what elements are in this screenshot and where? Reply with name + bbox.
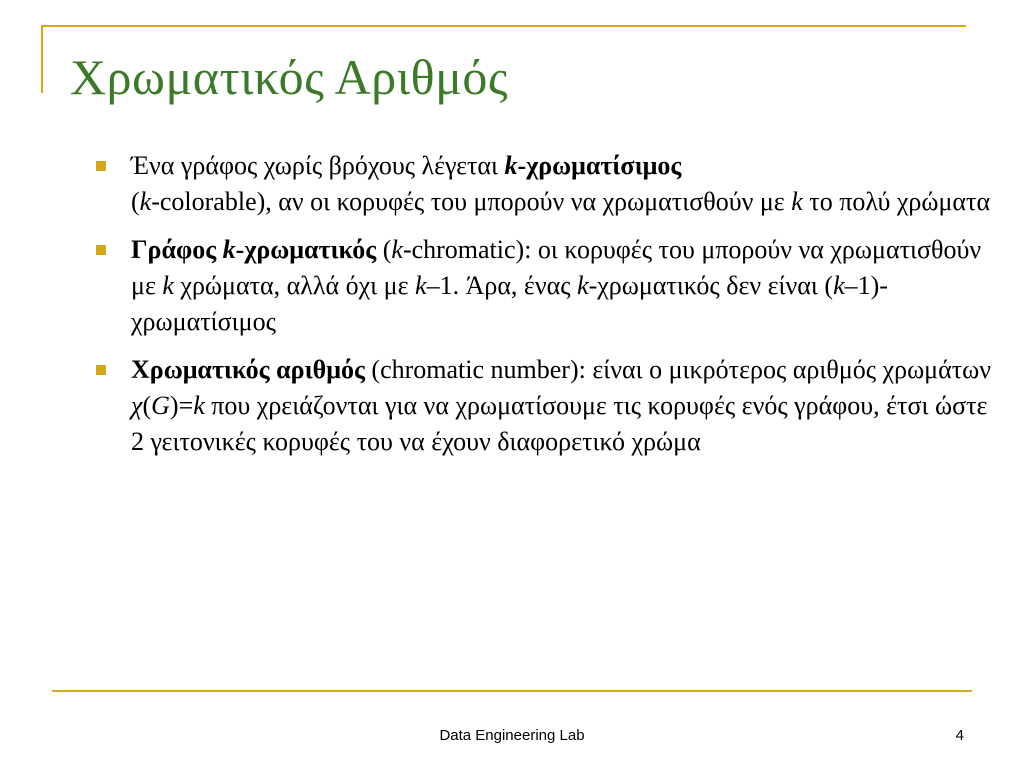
footer-text: Data Engineering Lab (439, 727, 585, 744)
square-bullet-icon (96, 365, 106, 375)
square-bullet-icon (96, 245, 106, 255)
footer-divider (52, 690, 972, 692)
bullet-item (96, 232, 1006, 340)
bullet-list (96, 148, 1006, 472)
slide-title: Χρωματικός Αριθμός (70, 49, 509, 105)
bullet-item (96, 352, 1006, 460)
bullet-text: Χρωματικός αριθμός (chromatic number): είναι ο μικρότερος αριθμός χρωμάτων χ(G)=k που χρειάζονται για να χρωματίσουμε τις κορυφές ενός γράφου, έτσι ώστε 2 γειτονικές κορυφές του να έχουν διαφορετικό χρώμα (131, 355, 992, 456)
bullet-text: Γράφος k-χρωματικός (k-chromatic): οι κορυφές του μπορούν να χρωματισθούν με k χρώματα, αλλά όχι με k–1. Άρα, ένας k-χρωματικός δεν είναι (k–1)-χρωματίσιμος (131, 235, 982, 336)
page-number: 4 (955, 727, 964, 744)
frame-top-line (41, 25, 966, 27)
bullet-text: Ένα γράφος χωρίς βρόχους λέγεται k-χρωματίσιμος (k-colorable), αν οι κορυφές του μπορούν να χρωματισθούν με k το πολύ χρώματα (131, 151, 991, 216)
frame-vertical-line (41, 25, 43, 93)
square-bullet-icon (96, 161, 106, 171)
bullet-item (96, 148, 1006, 220)
